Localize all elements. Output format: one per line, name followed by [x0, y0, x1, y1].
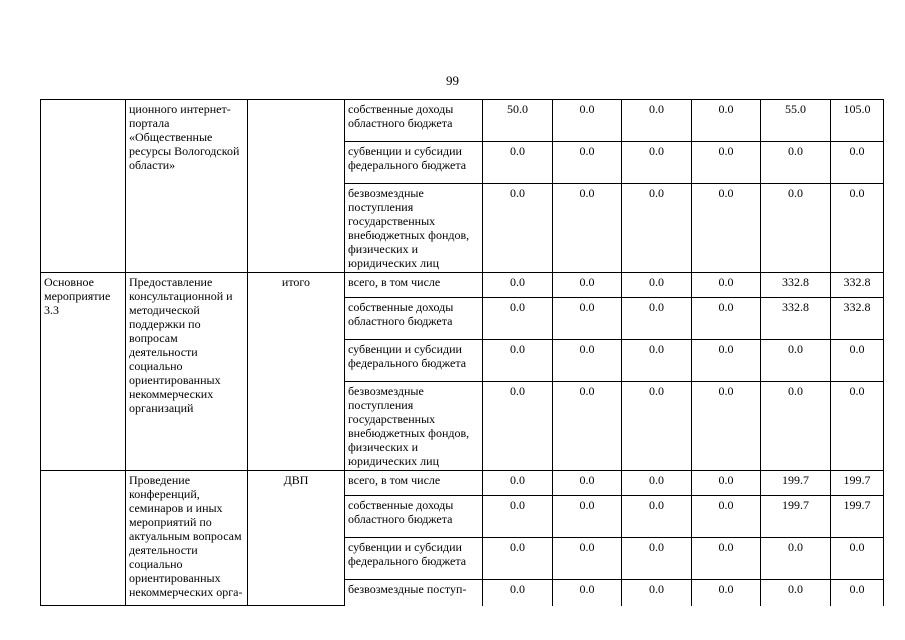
value-cell: 0.0	[553, 100, 622, 142]
value-cell: 0.0	[483, 340, 553, 382]
value-cell: 0.0	[692, 382, 761, 471]
value-cell: 0.0	[622, 273, 692, 298]
value-cell: 0.0	[622, 496, 692, 538]
value-cell: 0.0	[622, 471, 692, 496]
value-cell: 0.0	[831, 340, 884, 382]
value-cell: 199.7	[831, 471, 884, 496]
value-cell: 0.0	[692, 100, 761, 142]
value-cell: 332.8	[831, 273, 884, 298]
value-cell: 0.0	[831, 184, 884, 273]
value-cell: 0.0	[831, 538, 884, 580]
value-cell: 0.0	[553, 496, 622, 538]
event-cell	[41, 100, 126, 273]
value-cell: 0.0	[553, 298, 622, 340]
value-cell: 199.7	[831, 496, 884, 538]
value-cell: 0.0	[622, 184, 692, 273]
value-cell: 0.0	[553, 142, 622, 184]
value-cell: 105.0	[831, 100, 884, 142]
value-cell: 0.0	[483, 184, 553, 273]
value-cell: 0.0	[692, 142, 761, 184]
value-cell: 0.0	[553, 184, 622, 273]
value-cell: 332.8	[831, 298, 884, 340]
value-cell: 0.0	[622, 100, 692, 142]
measure-cell: ционного интернет-портала «Общественные ресурсы Вологодской области»	[126, 100, 248, 273]
value-cell: 0.0	[761, 184, 831, 273]
value-cell: 199.7	[761, 471, 831, 496]
value-cell: 332.8	[761, 273, 831, 298]
value-cell: 0.0	[692, 184, 761, 273]
value-cell: 0.0	[761, 580, 831, 606]
value-cell: 0.0	[483, 273, 553, 298]
value-cell: 0.0	[692, 538, 761, 580]
value-cell: 0.0	[761, 382, 831, 471]
funding-source-cell: безвозмездные поступ-	[345, 580, 483, 606]
value-cell: 0.0	[483, 471, 553, 496]
value-cell: 0.0	[622, 580, 692, 606]
value-cell: 0.0	[831, 382, 884, 471]
value-cell: 0.0	[483, 298, 553, 340]
value-cell: 0.0	[761, 142, 831, 184]
event-cell	[41, 471, 126, 606]
measure-cell: Предоставление консультационной и методической поддержки по вопросам деятельности социально ориентированных некоммерческих организаций	[126, 273, 248, 471]
funding-source-cell: безвозмездные поступления государственных внебюджетных фондов, физических и юридических лиц	[345, 382, 483, 471]
table-row	[41, 100, 884, 142]
value-cell: 332.8	[761, 298, 831, 340]
funding-source-cell: всего, в том числе	[345, 471, 483, 496]
value-cell: 0.0	[483, 538, 553, 580]
table-row	[41, 273, 884, 298]
funding-source-cell: субвенции и субсидии федерального бюджета	[345, 142, 483, 184]
value-cell: 0.0	[692, 471, 761, 496]
funding-source-cell: субвенции и субсидии федерального бюджета	[345, 340, 483, 382]
value-cell: 0.0	[831, 142, 884, 184]
table-row	[41, 471, 884, 496]
value-cell: 0.0	[692, 273, 761, 298]
value-cell: 0.0	[692, 580, 761, 606]
funding-source-cell: безвозмездные поступления государственных внебюджетных фондов, физических и юридических лиц	[345, 184, 483, 273]
event-cell: Основное мероприятие 3.3	[41, 273, 126, 471]
funding-source-cell: собственные доходы областного бюджета	[345, 496, 483, 538]
value-cell: 0.0	[553, 382, 622, 471]
value-cell: 55.0	[761, 100, 831, 142]
value-cell: 0.0	[553, 340, 622, 382]
value-cell: 199.7	[761, 496, 831, 538]
budget-table	[40, 99, 884, 606]
value-cell: 0.0	[553, 580, 622, 606]
value-cell: 0.0	[761, 538, 831, 580]
page-number: 99	[446, 73, 459, 88]
value-cell: 0.0	[622, 382, 692, 471]
value-cell: 0.0	[692, 496, 761, 538]
funding-source-cell: собственные доходы областного бюджета	[345, 100, 483, 142]
value-cell: 0.0	[622, 538, 692, 580]
value-cell: 0.0	[622, 298, 692, 340]
value-cell: 0.0	[483, 496, 553, 538]
funding-source-cell: собственные доходы областного бюджета	[345, 298, 483, 340]
measure-cell: Проведение конференций, семинаров и иных мероприятий по актуальным вопросам деятельности социально ориентированных некоммерческих орга-	[126, 471, 248, 606]
value-cell: 0.0	[622, 340, 692, 382]
value-cell: 0.0	[622, 142, 692, 184]
value-cell: 0.0	[553, 273, 622, 298]
value-cell: 0.0	[483, 142, 553, 184]
budget-table-body	[41, 100, 884, 606]
value-cell: 0.0	[483, 382, 553, 471]
executor-cell	[248, 100, 345, 273]
executor-cell: итого	[248, 273, 345, 471]
value-cell: 0.0	[692, 340, 761, 382]
value-cell: 0.0	[553, 471, 622, 496]
value-cell: 50.0	[483, 100, 553, 142]
value-cell: 0.0	[692, 298, 761, 340]
value-cell: 0.0	[553, 538, 622, 580]
funding-source-cell: субвенции и субсидии федерального бюджета	[345, 538, 483, 580]
value-cell: 0.0	[483, 580, 553, 606]
executor-cell: ДВП	[248, 471, 345, 606]
funding-source-cell: всего, в том числе	[345, 273, 483, 298]
value-cell: 0.0	[831, 580, 884, 606]
value-cell: 0.0	[761, 340, 831, 382]
